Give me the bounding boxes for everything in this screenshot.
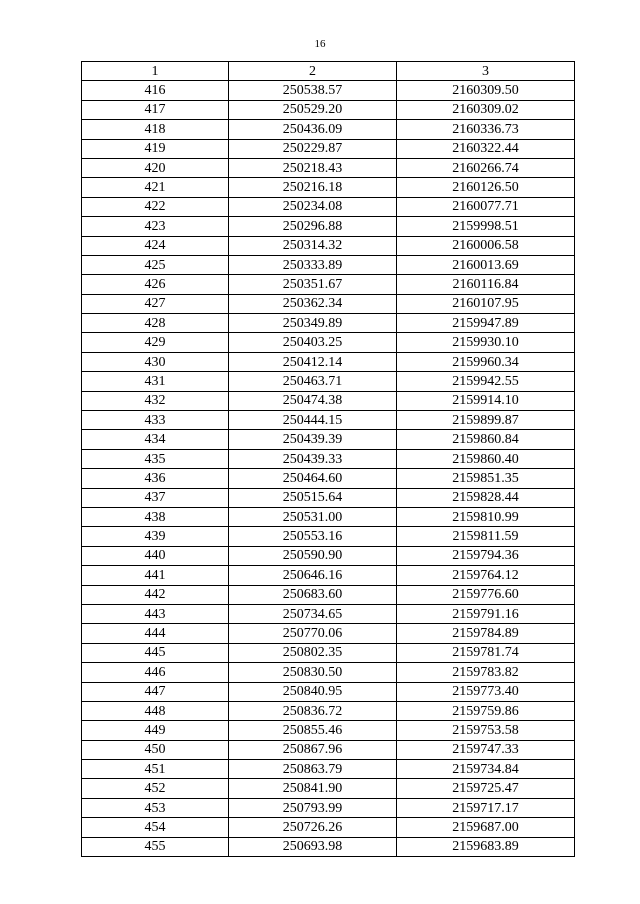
x-coordinate-cell: 250802.35 bbox=[229, 643, 397, 662]
point-number-cell: 451 bbox=[82, 760, 229, 779]
y-coordinate-cell: 2159781.74 bbox=[397, 643, 575, 662]
x-coordinate-cell: 250538.57 bbox=[229, 81, 397, 100]
column-header-1: 1 bbox=[82, 62, 229, 81]
y-coordinate-cell: 2160322.44 bbox=[397, 139, 575, 158]
x-coordinate-cell: 250216.18 bbox=[229, 178, 397, 197]
y-coordinate-cell: 2159791.16 bbox=[397, 604, 575, 623]
point-number-cell: 437 bbox=[82, 488, 229, 507]
y-coordinate-cell: 2160309.50 bbox=[397, 81, 575, 100]
y-coordinate-cell: 2159899.87 bbox=[397, 411, 575, 430]
point-number-cell: 420 bbox=[82, 158, 229, 177]
point-number-cell: 454 bbox=[82, 818, 229, 837]
x-coordinate-cell: 250553.16 bbox=[229, 527, 397, 546]
table-row bbox=[82, 779, 575, 798]
point-number-cell: 429 bbox=[82, 333, 229, 352]
table-row bbox=[82, 469, 575, 488]
y-coordinate-cell: 2159687.00 bbox=[397, 818, 575, 837]
table-row bbox=[82, 760, 575, 779]
table-row bbox=[82, 333, 575, 352]
table-row bbox=[82, 682, 575, 701]
point-number-cell: 440 bbox=[82, 546, 229, 565]
y-coordinate-cell: 2159773.40 bbox=[397, 682, 575, 701]
column-header-2: 2 bbox=[229, 62, 397, 81]
coordinates-table bbox=[81, 61, 575, 857]
y-coordinate-cell: 2159783.82 bbox=[397, 663, 575, 682]
y-coordinate-cell: 2159794.36 bbox=[397, 546, 575, 565]
x-coordinate-cell: 250646.16 bbox=[229, 566, 397, 585]
table-body bbox=[82, 81, 575, 857]
x-coordinate-cell: 250464.60 bbox=[229, 469, 397, 488]
table-row bbox=[82, 818, 575, 837]
table-row bbox=[82, 411, 575, 430]
table-row bbox=[82, 566, 575, 585]
x-coordinate-cell: 250830.50 bbox=[229, 663, 397, 682]
point-number-cell: 417 bbox=[82, 100, 229, 119]
table-row bbox=[82, 352, 575, 371]
table-row bbox=[82, 275, 575, 294]
table-row bbox=[82, 197, 575, 216]
x-coordinate-cell: 250439.39 bbox=[229, 430, 397, 449]
table-row bbox=[82, 488, 575, 507]
point-number-cell: 446 bbox=[82, 663, 229, 682]
point-number-cell: 455 bbox=[82, 837, 229, 856]
x-coordinate-cell: 250726.26 bbox=[229, 818, 397, 837]
y-coordinate-cell: 2159747.33 bbox=[397, 740, 575, 759]
point-number-cell: 428 bbox=[82, 314, 229, 333]
x-coordinate-cell: 250840.95 bbox=[229, 682, 397, 701]
point-number-cell: 431 bbox=[82, 372, 229, 391]
point-number-cell: 450 bbox=[82, 740, 229, 759]
x-coordinate-cell: 250474.38 bbox=[229, 391, 397, 410]
table-row bbox=[82, 294, 575, 313]
table-row bbox=[82, 158, 575, 177]
x-coordinate-cell: 250463.71 bbox=[229, 372, 397, 391]
point-number-cell: 453 bbox=[82, 798, 229, 817]
y-coordinate-cell: 2159828.44 bbox=[397, 488, 575, 507]
y-coordinate-cell: 2160116.84 bbox=[397, 275, 575, 294]
y-coordinate-cell: 2159810.99 bbox=[397, 507, 575, 526]
table-row bbox=[82, 701, 575, 720]
y-coordinate-cell: 2159753.58 bbox=[397, 721, 575, 740]
table-row bbox=[82, 449, 575, 468]
point-number-cell: 448 bbox=[82, 701, 229, 720]
table-row bbox=[82, 372, 575, 391]
x-coordinate-cell: 250333.89 bbox=[229, 255, 397, 274]
y-coordinate-cell: 2160309.02 bbox=[397, 100, 575, 119]
table-row bbox=[82, 100, 575, 119]
x-coordinate-cell: 250590.90 bbox=[229, 546, 397, 565]
y-coordinate-cell: 2160013.69 bbox=[397, 255, 575, 274]
x-coordinate-cell: 250867.96 bbox=[229, 740, 397, 759]
y-coordinate-cell: 2160126.50 bbox=[397, 178, 575, 197]
x-coordinate-cell: 250412.14 bbox=[229, 352, 397, 371]
table-row bbox=[82, 120, 575, 139]
point-number-cell: 438 bbox=[82, 507, 229, 526]
table-row bbox=[82, 236, 575, 255]
y-coordinate-cell: 2159776.60 bbox=[397, 585, 575, 604]
y-coordinate-cell: 2159930.10 bbox=[397, 333, 575, 352]
x-coordinate-cell: 250351.67 bbox=[229, 275, 397, 294]
point-number-cell: 449 bbox=[82, 721, 229, 740]
column-header-3: 3 bbox=[397, 62, 575, 81]
x-coordinate-cell: 250693.98 bbox=[229, 837, 397, 856]
point-number-cell: 439 bbox=[82, 527, 229, 546]
table-row bbox=[82, 81, 575, 100]
x-coordinate-cell: 250234.08 bbox=[229, 197, 397, 216]
x-coordinate-cell: 250863.79 bbox=[229, 760, 397, 779]
table-row bbox=[82, 507, 575, 526]
x-coordinate-cell: 250531.00 bbox=[229, 507, 397, 526]
y-coordinate-cell: 2159811.59 bbox=[397, 527, 575, 546]
point-number-cell: 441 bbox=[82, 566, 229, 585]
point-number-cell: 424 bbox=[82, 236, 229, 255]
y-coordinate-cell: 2159759.86 bbox=[397, 701, 575, 720]
x-coordinate-cell: 250314.32 bbox=[229, 236, 397, 255]
table-row bbox=[82, 643, 575, 662]
point-number-cell: 434 bbox=[82, 430, 229, 449]
point-number-cell: 447 bbox=[82, 682, 229, 701]
x-coordinate-cell: 250403.25 bbox=[229, 333, 397, 352]
point-number-cell: 426 bbox=[82, 275, 229, 294]
y-coordinate-cell: 2159725.47 bbox=[397, 779, 575, 798]
table-header bbox=[82, 62, 575, 81]
y-coordinate-cell: 2160266.74 bbox=[397, 158, 575, 177]
point-number-cell: 432 bbox=[82, 391, 229, 410]
y-coordinate-cell: 2159960.34 bbox=[397, 352, 575, 371]
table-row bbox=[82, 624, 575, 643]
table-row bbox=[82, 139, 575, 158]
y-coordinate-cell: 2159914.10 bbox=[397, 391, 575, 410]
x-coordinate-cell: 250793.99 bbox=[229, 798, 397, 817]
y-coordinate-cell: 2159860.84 bbox=[397, 430, 575, 449]
table-row bbox=[82, 663, 575, 682]
x-coordinate-cell: 250529.20 bbox=[229, 100, 397, 119]
point-number-cell: 443 bbox=[82, 604, 229, 623]
point-number-cell: 422 bbox=[82, 197, 229, 216]
x-coordinate-cell: 250515.64 bbox=[229, 488, 397, 507]
table-row bbox=[82, 546, 575, 565]
x-coordinate-cell: 250349.89 bbox=[229, 314, 397, 333]
x-coordinate-cell: 250444.15 bbox=[229, 411, 397, 430]
x-coordinate-cell: 250734.65 bbox=[229, 604, 397, 623]
table-row bbox=[82, 740, 575, 759]
y-coordinate-cell: 2159764.12 bbox=[397, 566, 575, 585]
table-row bbox=[82, 314, 575, 333]
x-coordinate-cell: 250836.72 bbox=[229, 701, 397, 720]
point-number-cell: 423 bbox=[82, 217, 229, 236]
table-row bbox=[82, 721, 575, 740]
point-number-cell: 445 bbox=[82, 643, 229, 662]
y-coordinate-cell: 2159998.51 bbox=[397, 217, 575, 236]
x-coordinate-cell: 250229.87 bbox=[229, 139, 397, 158]
table-row bbox=[82, 178, 575, 197]
table-row bbox=[82, 527, 575, 546]
point-number-cell: 430 bbox=[82, 352, 229, 371]
x-coordinate-cell: 250362.34 bbox=[229, 294, 397, 313]
y-coordinate-cell: 2159683.89 bbox=[397, 837, 575, 856]
y-coordinate-cell: 2160077.71 bbox=[397, 197, 575, 216]
y-coordinate-cell: 2159717.17 bbox=[397, 798, 575, 817]
point-number-cell: 435 bbox=[82, 449, 229, 468]
table-row bbox=[82, 837, 575, 856]
point-number-cell: 427 bbox=[82, 294, 229, 313]
point-number-cell: 425 bbox=[82, 255, 229, 274]
x-coordinate-cell: 250218.43 bbox=[229, 158, 397, 177]
point-number-cell: 444 bbox=[82, 624, 229, 643]
point-number-cell: 452 bbox=[82, 779, 229, 798]
point-number-cell: 421 bbox=[82, 178, 229, 197]
table-row bbox=[82, 604, 575, 623]
x-coordinate-cell: 250841.90 bbox=[229, 779, 397, 798]
page-number: 16 bbox=[314, 38, 326, 50]
point-number-cell: 416 bbox=[82, 81, 229, 100]
y-coordinate-cell: 2159860.40 bbox=[397, 449, 575, 468]
point-number-cell: 433 bbox=[82, 411, 229, 430]
y-coordinate-cell: 2159784.89 bbox=[397, 624, 575, 643]
x-coordinate-cell: 250439.33 bbox=[229, 449, 397, 468]
table-row bbox=[82, 585, 575, 604]
table-row bbox=[82, 430, 575, 449]
header-row bbox=[82, 62, 575, 81]
point-number-cell: 436 bbox=[82, 469, 229, 488]
y-coordinate-cell: 2159947.89 bbox=[397, 314, 575, 333]
table-row bbox=[82, 255, 575, 274]
y-coordinate-cell: 2160107.95 bbox=[397, 294, 575, 313]
table-row bbox=[82, 391, 575, 410]
y-coordinate-cell: 2160336.73 bbox=[397, 120, 575, 139]
x-coordinate-cell: 250855.46 bbox=[229, 721, 397, 740]
y-coordinate-cell: 2159942.55 bbox=[397, 372, 575, 391]
table-row bbox=[82, 217, 575, 236]
point-number-cell: 419 bbox=[82, 139, 229, 158]
y-coordinate-cell: 2159851.35 bbox=[397, 469, 575, 488]
point-number-cell: 442 bbox=[82, 585, 229, 604]
x-coordinate-cell: 250683.60 bbox=[229, 585, 397, 604]
point-number-cell: 418 bbox=[82, 120, 229, 139]
y-coordinate-cell: 2160006.58 bbox=[397, 236, 575, 255]
x-coordinate-cell: 250770.06 bbox=[229, 624, 397, 643]
x-coordinate-cell: 250296.88 bbox=[229, 217, 397, 236]
table-row bbox=[82, 798, 575, 817]
y-coordinate-cell: 2159734.84 bbox=[397, 760, 575, 779]
x-coordinate-cell: 250436.09 bbox=[229, 120, 397, 139]
